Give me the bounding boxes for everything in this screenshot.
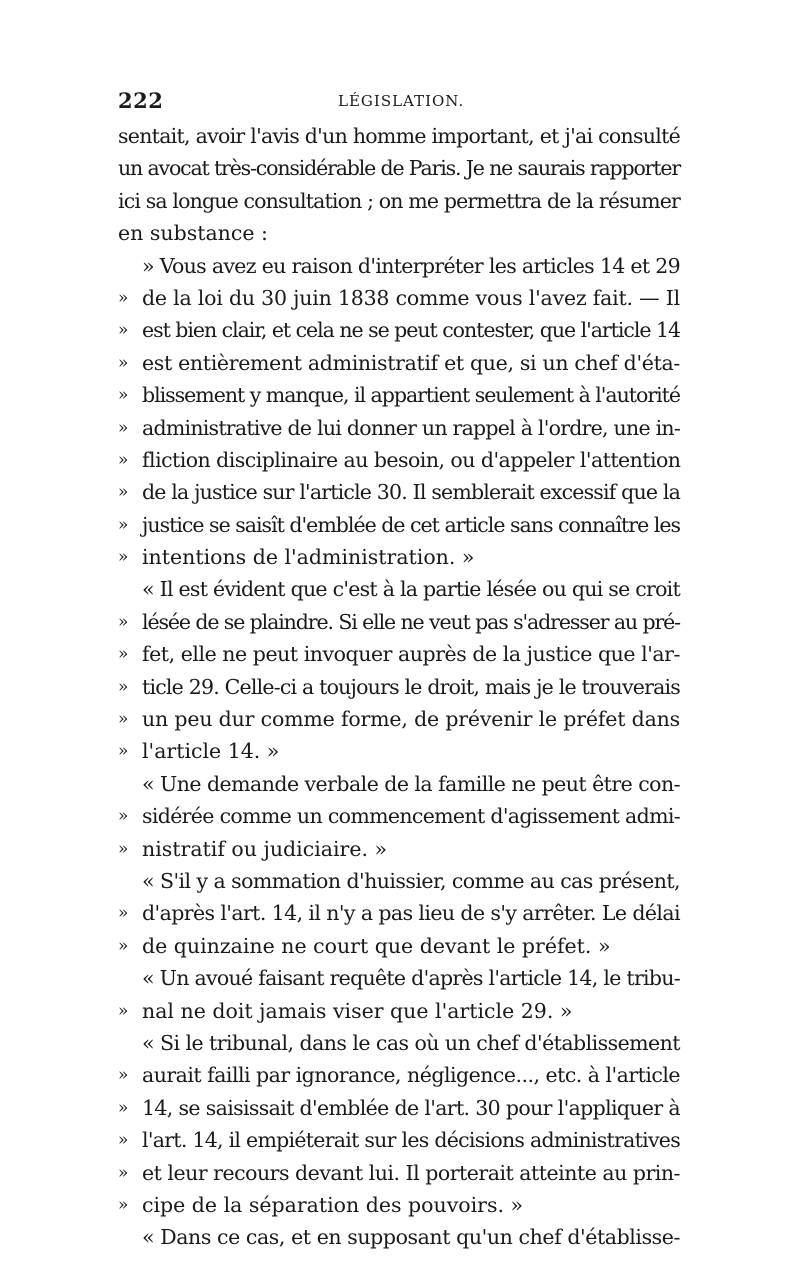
- quote-marker: »: [118, 838, 129, 859]
- text-line: [118, 703, 680, 735]
- quote-marker: »: [118, 903, 129, 924]
- quote-marker: »: [118, 1130, 129, 1151]
- text-line: [118, 1059, 680, 1091]
- page-number: 222: [118, 88, 164, 113]
- line-text: fet, elle ne peut invoquer auprès de la justice que l'ar-: [142, 642, 680, 667]
- text-line: [118, 314, 680, 346]
- text-line: [118, 541, 680, 573]
- text-line: [118, 573, 680, 605]
- quote-marker: »: [118, 417, 129, 438]
- text-line: [118, 865, 680, 897]
- line-text: « Il est évident que c'est à la partie lésée ou qui se croit: [142, 577, 680, 602]
- line-text: « Une demande verbale de la famille ne peut être con-: [142, 771, 680, 796]
- text-line: [118, 152, 680, 184]
- line-text: 14, se saisissait d'emblée de l'art. 30 pour l'appliquer à: [142, 1095, 680, 1120]
- line-text: blissement y manque, il appartient seulement à l'autorité: [142, 383, 680, 408]
- text-line: [118, 1027, 680, 1059]
- line-text: « Dans ce cas, et en supposant qu'un chef d'établisse-: [142, 1225, 680, 1250]
- quote-marker: »: [118, 385, 129, 406]
- text-line: [118, 1092, 680, 1124]
- text-line: [118, 1189, 680, 1221]
- quote-marker: »: [118, 611, 129, 632]
- text-line: [118, 412, 680, 444]
- quote-marker: »: [118, 676, 129, 697]
- line-text: « Si le tribunal, dans le cas où un chef d'établissement: [142, 1030, 680, 1055]
- text-line: [118, 606, 680, 638]
- text-line: [118, 282, 680, 314]
- line-text: est entièrement administratif et que, si un chef d'éta-: [142, 350, 680, 375]
- text-line: [118, 217, 680, 249]
- line-text: nal ne doit jamais viser que l'article 29. »: [142, 998, 573, 1023]
- text-line: [118, 250, 680, 282]
- line-text: ticle 29. Celle-ci a toujours le droit, mais je le trouverais: [142, 674, 680, 699]
- text-line: [118, 120, 680, 152]
- text-line: [118, 1221, 680, 1253]
- running-head: LÉGISLATION.: [338, 92, 465, 110]
- line-text: intentions de l'administration. »: [142, 545, 475, 570]
- quote-marker: »: [118, 287, 129, 308]
- text-line: [118, 1157, 680, 1189]
- quote-marker: »: [118, 547, 129, 568]
- line-text: fliction disciplinaire au besoin, ou d'appeler l'attention: [142, 447, 681, 472]
- quote-marker: »: [118, 1162, 129, 1183]
- quote-marker: »: [118, 1065, 129, 1086]
- line-text: de la loi du 30 juin 1838 comme vous l'avez fait. — Il: [142, 285, 680, 310]
- quote-marker: »: [118, 1000, 129, 1021]
- line-text: sentait, avoir l'avis d'un homme important, et j'ai consulté: [118, 124, 680, 148]
- quote-marker: »: [118, 320, 129, 341]
- line-text: ici sa longue consultation ; on me permettra de la résumer: [118, 188, 680, 213]
- text-line: [118, 347, 680, 379]
- text-line: [118, 638, 680, 670]
- text-line: [118, 930, 680, 962]
- quote-marker: »: [118, 806, 129, 827]
- quote-marker: »: [118, 709, 129, 730]
- line-text: lésée de se plaindre. Si elle ne veut pas s'adresser au pré-: [142, 609, 680, 634]
- line-text: de la justice sur l'article 30. Il semblerait excessif que la: [142, 480, 680, 505]
- text-line: [118, 833, 680, 865]
- text-line: [118, 768, 680, 800]
- line-text: est bien clair, et cela ne se peut contester, que l'article 14: [142, 318, 680, 343]
- text-line: [118, 800, 680, 832]
- text-line: [118, 379, 680, 411]
- quote-marker: »: [118, 482, 129, 503]
- text-line: [118, 185, 680, 217]
- body-text: [118, 120, 680, 1254]
- text-line: [118, 444, 680, 476]
- line-text: l'art. 14, il empiéterait sur les décisions administratives: [142, 1128, 680, 1153]
- line-text: justice se saisît d'emblée de cet article sans connaître les: [142, 512, 680, 537]
- text-line: [118, 1124, 680, 1156]
- page-header: [118, 84, 678, 114]
- quote-marker: »: [118, 1097, 129, 1118]
- line-text: cipe de la séparation des pouvoirs. »: [142, 1192, 524, 1217]
- quote-marker: »: [118, 741, 129, 762]
- text-line: [118, 476, 680, 508]
- line-text: en substance :: [118, 221, 268, 246]
- quote-marker: »: [118, 449, 129, 470]
- quote-marker: »: [118, 514, 129, 535]
- quote-marker: »: [118, 644, 129, 665]
- line-text: « S'il y a sommation d'huissier, comme au cas présent,: [142, 868, 680, 893]
- quote-marker: »: [118, 935, 129, 956]
- line-text: un avocat très-considérable de Paris. Je ne saurais rapporter: [118, 156, 680, 181]
- text-line: [118, 962, 680, 994]
- line-text: sidérée comme un commencement d'agissement admi-: [142, 804, 680, 829]
- line-text: » Vous avez eu raison d'interpréter les articles 14 et 29: [142, 253, 680, 278]
- line-text: l'article 14. »: [142, 739, 280, 764]
- line-text: de quinzaine ne court que devant le préfet. »: [142, 933, 611, 958]
- line-text: d'après l'art. 14, il n'y a pas lieu de s'y arrêter. Le délai: [142, 901, 680, 926]
- line-text: nistratif ou judiciaire. »: [142, 836, 388, 861]
- text-line: [118, 735, 680, 767]
- text-line: [118, 995, 680, 1027]
- text-line: [118, 671, 680, 703]
- line-text: un peu dur comme forme, de prévenir le préfet dans: [142, 707, 680, 732]
- quote-marker: »: [118, 1194, 129, 1215]
- text-line: [118, 509, 680, 541]
- line-text: aurait failli par ignorance, négligence..., etc. à l'article: [142, 1063, 680, 1088]
- quote-marker: »: [118, 352, 129, 373]
- line-text: administrative de lui donner un rappel à l'ordre, une in-: [142, 415, 680, 440]
- line-text: « Un avoué faisant requête d'après l'article 14, le tribu-: [142, 966, 680, 991]
- line-text: et leur recours devant lui. Il porterait atteinte au prin-: [142, 1160, 680, 1185]
- text-line: [118, 897, 680, 929]
